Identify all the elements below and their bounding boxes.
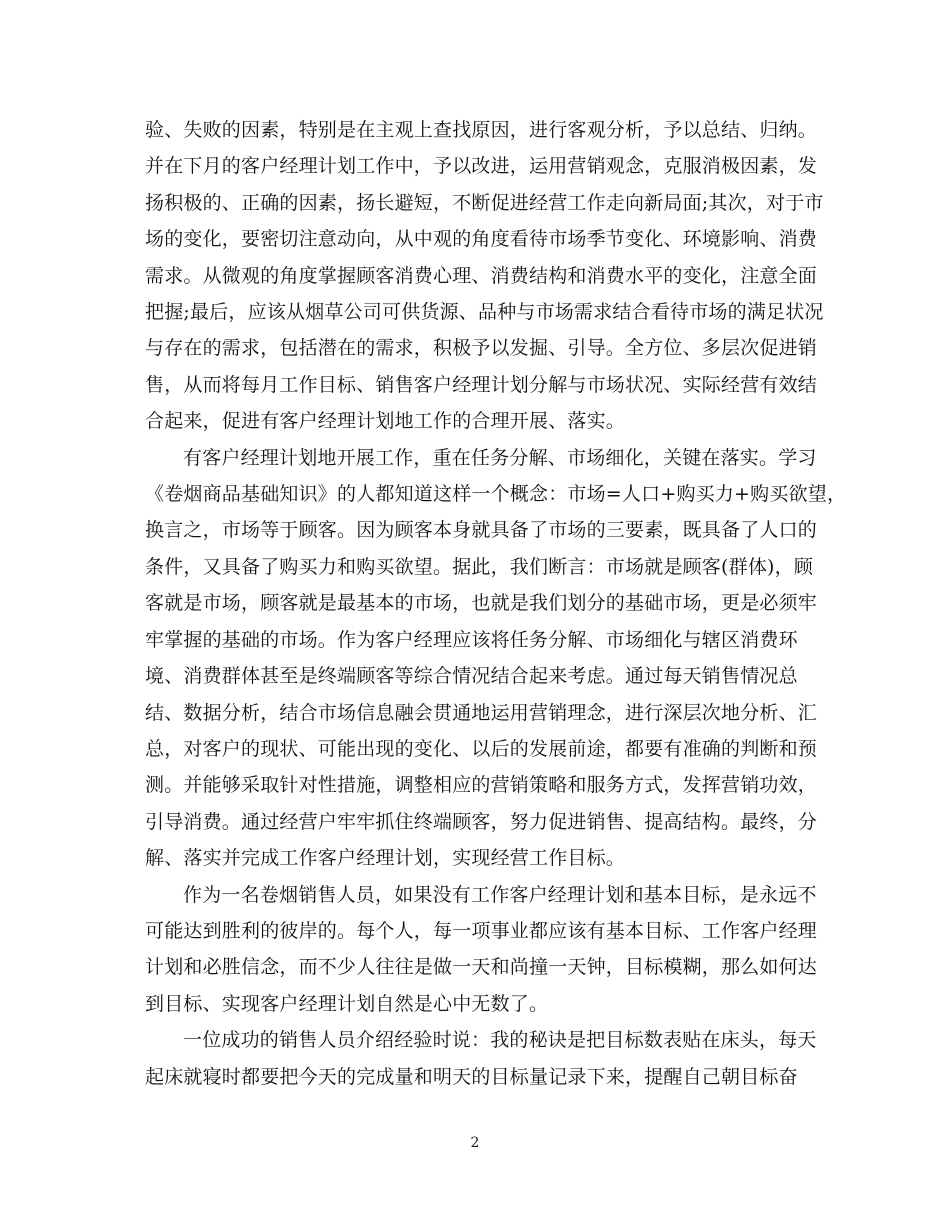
text-line: 境、消费群体甚至是终端顾客等综合情况结合起来考虑。通过每天销售情况总 (145, 665, 798, 688)
text-line: 引导消费。通过经营户牢牢抓住终端顾客，努力促进销售、提高结构。最终，分 (145, 810, 818, 833)
page-number: 2 (470, 1135, 480, 1151)
text-line: 测。并能够采取针对性措施，调整相应的营销策略和服务方式，发挥营销功效， (145, 774, 818, 797)
text-line: 解、落实并完成工作客户经理计划，实现经营工作目标。 (145, 847, 626, 870)
document-body (145, 112, 847, 1095)
text-line: 一位成功的销售人员介绍经验时说：我的秘诀是把目标数表贴在床头，每天 (183, 1029, 817, 1052)
text-line: 合起来，促进有客户经理计划地工作的合理开展、落实。 (145, 410, 626, 433)
text-line: 起床就寝时都要把今天的完成量和明天的目标量记录下来，提醒自己朝目标奋 (145, 1065, 798, 1088)
text-line: 与存在的需求，包括潜在的需求，积极予以发掘、引导。全方位、多层次促进销 (145, 337, 818, 360)
text-line: 可能达到胜利的彼岸的。每个人，每一项事业都应该有基本目标、工作客户经理 (145, 919, 818, 942)
text-line: 到目标、实现客户经理计划自然是心中无数了。 (145, 992, 549, 1015)
text-line: 把握;最后，应该从烟草公司可供货源、品种与市场需求结合看待市场的满足状况 (145, 301, 824, 324)
text-line: 售，从而将每月工作目标、销售客户经理计划分解与市场状况、实际经营有效结 (145, 373, 818, 396)
text-line: 并在下月的客户经理计划工作中，予以改进，运用营销观念，克服消极因素，发 (145, 155, 818, 178)
paragraph-4 (145, 1022, 817, 1095)
text-line: 条件，又具备了购买力和购买欲望。据此，我们断言：市场就是顾客(群体)，顾 (145, 555, 814, 578)
paragraph-2 (145, 440, 847, 877)
text-line: 计划和必胜信念，而不少人往往是做一天和尚撞一天钟，目标模糊，那么如何达 (145, 956, 818, 979)
text-line: 换言之，市场等于顾客。因为顾客本身就具备了市场的三要素，既具备了人口的 (145, 519, 818, 542)
text-line: 牢掌握的基础的市场。作为客户经理应该将任务分解、市场细化与辖区消费环 (145, 628, 798, 651)
text-line: 《卷烟商品基础知识》的人都知道这样一个概念：市场=人口+购买力+购买欲望， (145, 483, 847, 506)
text-line: 验、失败的因素，特别是在主观上查找原因，进行客观分析，予以总结、归纳。 (145, 119, 818, 141)
text-line: 有客户经理计划地开展工作，重在任务分解、市场细化，关键在落实。学习 (183, 446, 817, 469)
text-line: 总，对客户的现状、可能出现的变化、以后的发展前途，都要有准确的判断和预 (145, 737, 818, 760)
text-line: 需求。从微观的角度掌握顾客消费心理、消费结构和消费水平的变化，注意全面 (145, 264, 818, 287)
paragraph-1 (145, 112, 824, 440)
paragraph-3 (145, 877, 818, 1023)
text-line: 场的变化，要密切注意动向，从中观的角度看待市场季节变化、环境影响、消费 (145, 228, 818, 251)
text-line: 结、数据分析，结合市场信息融会贯通地运用营销理念，进行深层次地分析、汇 (145, 701, 818, 724)
text-line: 客就是市场，顾客就是最基本的市场，也就是我们划分的基础市场，更是必须牢 (145, 592, 818, 615)
text-line: 作为一名卷烟销售人员，如果没有工作客户经理计划和基本目标，是永远不 (183, 883, 817, 906)
text-line: 扬积极的、正确的因素，扬长避短，不断促进经营工作走向新局面;其次，对于市 (145, 191, 824, 214)
